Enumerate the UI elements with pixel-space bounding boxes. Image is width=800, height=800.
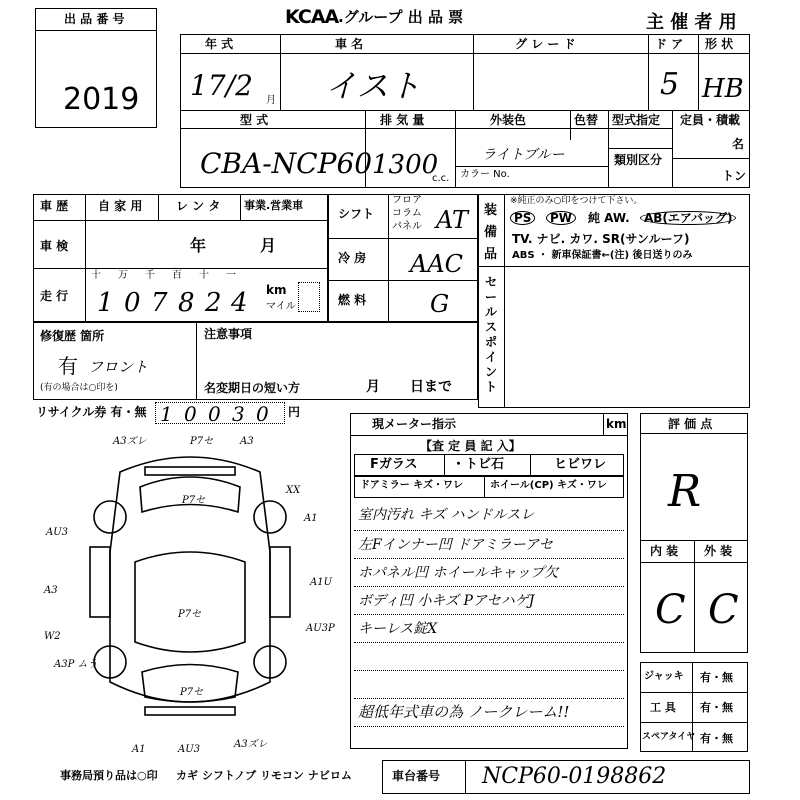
jack-value: 有・無 — [700, 671, 733, 684]
recycle-digit: 0 — [256, 402, 269, 426]
damage-mark: A3 — [44, 585, 58, 596]
lot-number: 2019 — [63, 82, 140, 117]
name-label: 車 名 — [335, 37, 364, 51]
brand-logo: KCAA — [285, 6, 339, 28]
glass-label: Fガラス — [370, 457, 418, 472]
damage-mark: AU3 — [178, 744, 201, 755]
remark-line: 超低年式車の為 ノークレーム!! — [358, 703, 570, 721]
wheel-label: ホイール(CP) キズ・ワレ — [490, 480, 607, 491]
exterior-color-value: ライトブルー — [482, 147, 565, 163]
private-use-option: 自 家 用 — [98, 199, 143, 213]
tobi-label: ・トビ石 — [452, 457, 505, 472]
shift-option-column: コラム — [392, 208, 422, 219]
inspection-label: 車 検 — [40, 239, 69, 253]
doors-value: 5 — [660, 67, 680, 102]
shift-label: シフト — [338, 207, 375, 221]
copy-label: 主 催 者 用 — [646, 12, 737, 33]
equipment-row2: TV. ナビ. カワ. SR(サンルーフ) — [512, 232, 690, 246]
spare-label: スペアタイヤ — [642, 732, 696, 742]
equipment-aw: 純 AW. — [588, 211, 630, 225]
body-label: 形 状 — [705, 37, 734, 51]
mirror-label: ドアミラー キズ・ワレ — [360, 480, 463, 491]
digit-label: 百 — [172, 270, 182, 281]
damage-mark: AU3 — [46, 527, 69, 538]
tools-value: 有・無 — [700, 701, 733, 714]
year-value: 17/2 — [190, 69, 253, 102]
ac-value: AAC — [410, 250, 464, 278]
recycle-digit: 3 — [232, 402, 245, 426]
displacement-label: 排 気 量 — [380, 113, 425, 127]
shift-option-floor: フロア — [392, 195, 422, 206]
year-label: 年 式 — [205, 37, 234, 51]
damage-mark: P7セ — [180, 687, 204, 698]
fuel-label: 燃 料 — [338, 293, 367, 307]
damage-mark: A3P ムう — [54, 659, 98, 670]
year-month-unit: 月 — [266, 95, 276, 106]
business-option: 事業.営業車 — [244, 199, 304, 212]
equipment-table — [478, 194, 750, 408]
form-title: .グループ 出 品 票 — [338, 8, 464, 26]
exterior-grade: C — [708, 587, 739, 633]
digit-label: 十 — [91, 270, 101, 281]
digit-label: 万 — [118, 270, 128, 281]
fuel-value: G — [430, 290, 450, 318]
lot-number-label: 出 品 番 号 — [64, 12, 125, 26]
recycle-unit: 円 — [288, 405, 301, 419]
displacement-value: 1300 — [372, 150, 439, 180]
crack-label: ヒビワレ — [554, 457, 607, 472]
ac-label: 冷 房 — [338, 251, 367, 265]
doors-label: ド ア — [655, 37, 684, 51]
inspection-month-unit: 月 — [260, 236, 277, 255]
cc-unit: c.c. — [432, 173, 450, 184]
mileage-digit: 1 — [97, 288, 114, 318]
notes-label: 注意事項 — [204, 327, 253, 341]
damage-mark: P7セ — [178, 609, 202, 620]
tools-label: 工 具 — [650, 701, 676, 714]
mileage-digits — [85, 268, 247, 322]
damage-mark: P7セ — [182, 495, 206, 506]
car-diagram — [30, 432, 350, 762]
shift-value: AT — [436, 206, 469, 234]
remark-line: 室内汚れ キズ ハンドルスレ — [358, 507, 535, 523]
color-no-label: カラー No. — [460, 169, 510, 180]
chassis-number: NCP60-0198862 — [482, 764, 667, 789]
damage-mark: XX — [286, 485, 301, 496]
inspector-label: 【査 定 員 記 入】 — [420, 439, 521, 453]
damage-mark: A1 — [132, 744, 146, 755]
mile-checkbox[interactable] — [298, 282, 320, 312]
equipment-pw: PW — [546, 211, 576, 225]
office-items: カギ シフトノブ リモコン ナビロム — [176, 769, 352, 782]
exterior-grade-label: 外 装 — [704, 544, 733, 558]
mile-unit: マイル — [266, 301, 296, 312]
equipment-row3: ABS ・ 新車保証書←(注) 後日送りのみ — [512, 250, 693, 261]
meter-label: 現メーター指示 — [372, 417, 457, 431]
mileage-digit: 4 — [231, 288, 248, 318]
capacity-label: 定員・積載 — [680, 113, 741, 127]
digit-label: 千 — [145, 270, 155, 281]
shift-option-panel: パネル — [392, 221, 422, 232]
grade-label: 評 価 点 — [668, 417, 713, 431]
mileage-digit: 8 — [178, 288, 195, 318]
remark-line: 左Fインナー凹 ドアミラーアセ — [358, 537, 553, 553]
history-label: 車 歴 — [40, 199, 69, 213]
name-change-day: 日まで — [410, 379, 452, 395]
damage-mark: P7セ — [190, 436, 214, 447]
remark-line: ホパネル凹 ホイールキャップ欠 — [358, 565, 559, 581]
office-note: 事務局預り品は○印 — [60, 769, 158, 782]
jack-label: ジャッキ — [644, 671, 684, 682]
equipment-label: 装 備 品 — [484, 203, 498, 262]
mileage-digit: 7 — [151, 288, 168, 318]
recycle-digit: 1 — [160, 402, 173, 426]
repair-label: 修復歴 箇所 — [40, 329, 105, 343]
spare-value: 有・無 — [700, 732, 733, 745]
mileage-digit: 2 — [205, 288, 222, 318]
remark-line: ボディ凹 小キズ PアセハゲJ — [358, 593, 535, 609]
color-change-label: 色替 — [574, 113, 599, 127]
recycle-digit: 0 — [208, 402, 221, 426]
type-spec-label: 型式指定 — [612, 113, 661, 127]
equipment-ps: PS — [510, 211, 535, 225]
equipment-note: ※純正のみ○印をつけて下さい。 — [510, 196, 643, 206]
vehicle-name: イスト — [325, 67, 421, 105]
recycle-digits — [155, 402, 285, 424]
digit-label: 一 — [226, 270, 236, 281]
equipment-airbag: AB(エアバッグ) — [640, 211, 736, 225]
damage-mark: W2 — [44, 631, 61, 642]
name-change-label: 名変期日の短い方 — [204, 381, 301, 395]
damage-mark: A3 — [240, 436, 254, 447]
model-value: CBA-NCP60 — [200, 147, 373, 180]
grade-label: グ レ ー ド — [515, 37, 576, 51]
grade-score: R — [668, 466, 702, 517]
km-unit: km — [266, 283, 287, 297]
damage-mark: A3ズレ — [113, 436, 147, 447]
remark-line: キーレス錠X — [358, 621, 438, 637]
exterior-color-label: 外装色 — [490, 113, 527, 127]
chassis-label: 車台番号 — [392, 769, 441, 783]
repair-mark: 有 — [58, 354, 78, 378]
category-label: 類別区分 — [614, 153, 663, 167]
lot-number-box — [35, 8, 157, 128]
model-label: 型 式 — [240, 113, 269, 127]
mileage-digit: 0 — [124, 288, 141, 318]
damage-mark: A1U — [310, 577, 333, 588]
tons-unit: トン — [722, 169, 747, 183]
persons-unit: 名 — [732, 137, 745, 151]
rental-option: レ ン タ — [176, 199, 221, 213]
repair-value: フロント — [88, 358, 149, 376]
damage-mark: A1 — [304, 513, 318, 524]
recycle-digit: 0 — [184, 402, 197, 426]
interior-grade: C — [655, 587, 686, 633]
repair-note: (有の場合は○印を) — [40, 383, 118, 393]
interior-label: 内 装 — [650, 544, 679, 558]
damage-mark: A3ズレ — [234, 739, 268, 750]
mileage-label: 走 行 — [40, 289, 69, 303]
inspection-year-unit: 年 — [190, 236, 207, 255]
body-value: HB — [702, 74, 744, 104]
meter-unit: km — [606, 417, 627, 431]
digit-label: 十 — [199, 270, 209, 281]
recycle-label: リサイクル券 有・無 — [36, 405, 147, 419]
sales-point-label: セールスポイント — [485, 275, 498, 394]
damage-mark: AU3P — [306, 623, 335, 634]
name-change-month: 月 — [366, 379, 380, 395]
